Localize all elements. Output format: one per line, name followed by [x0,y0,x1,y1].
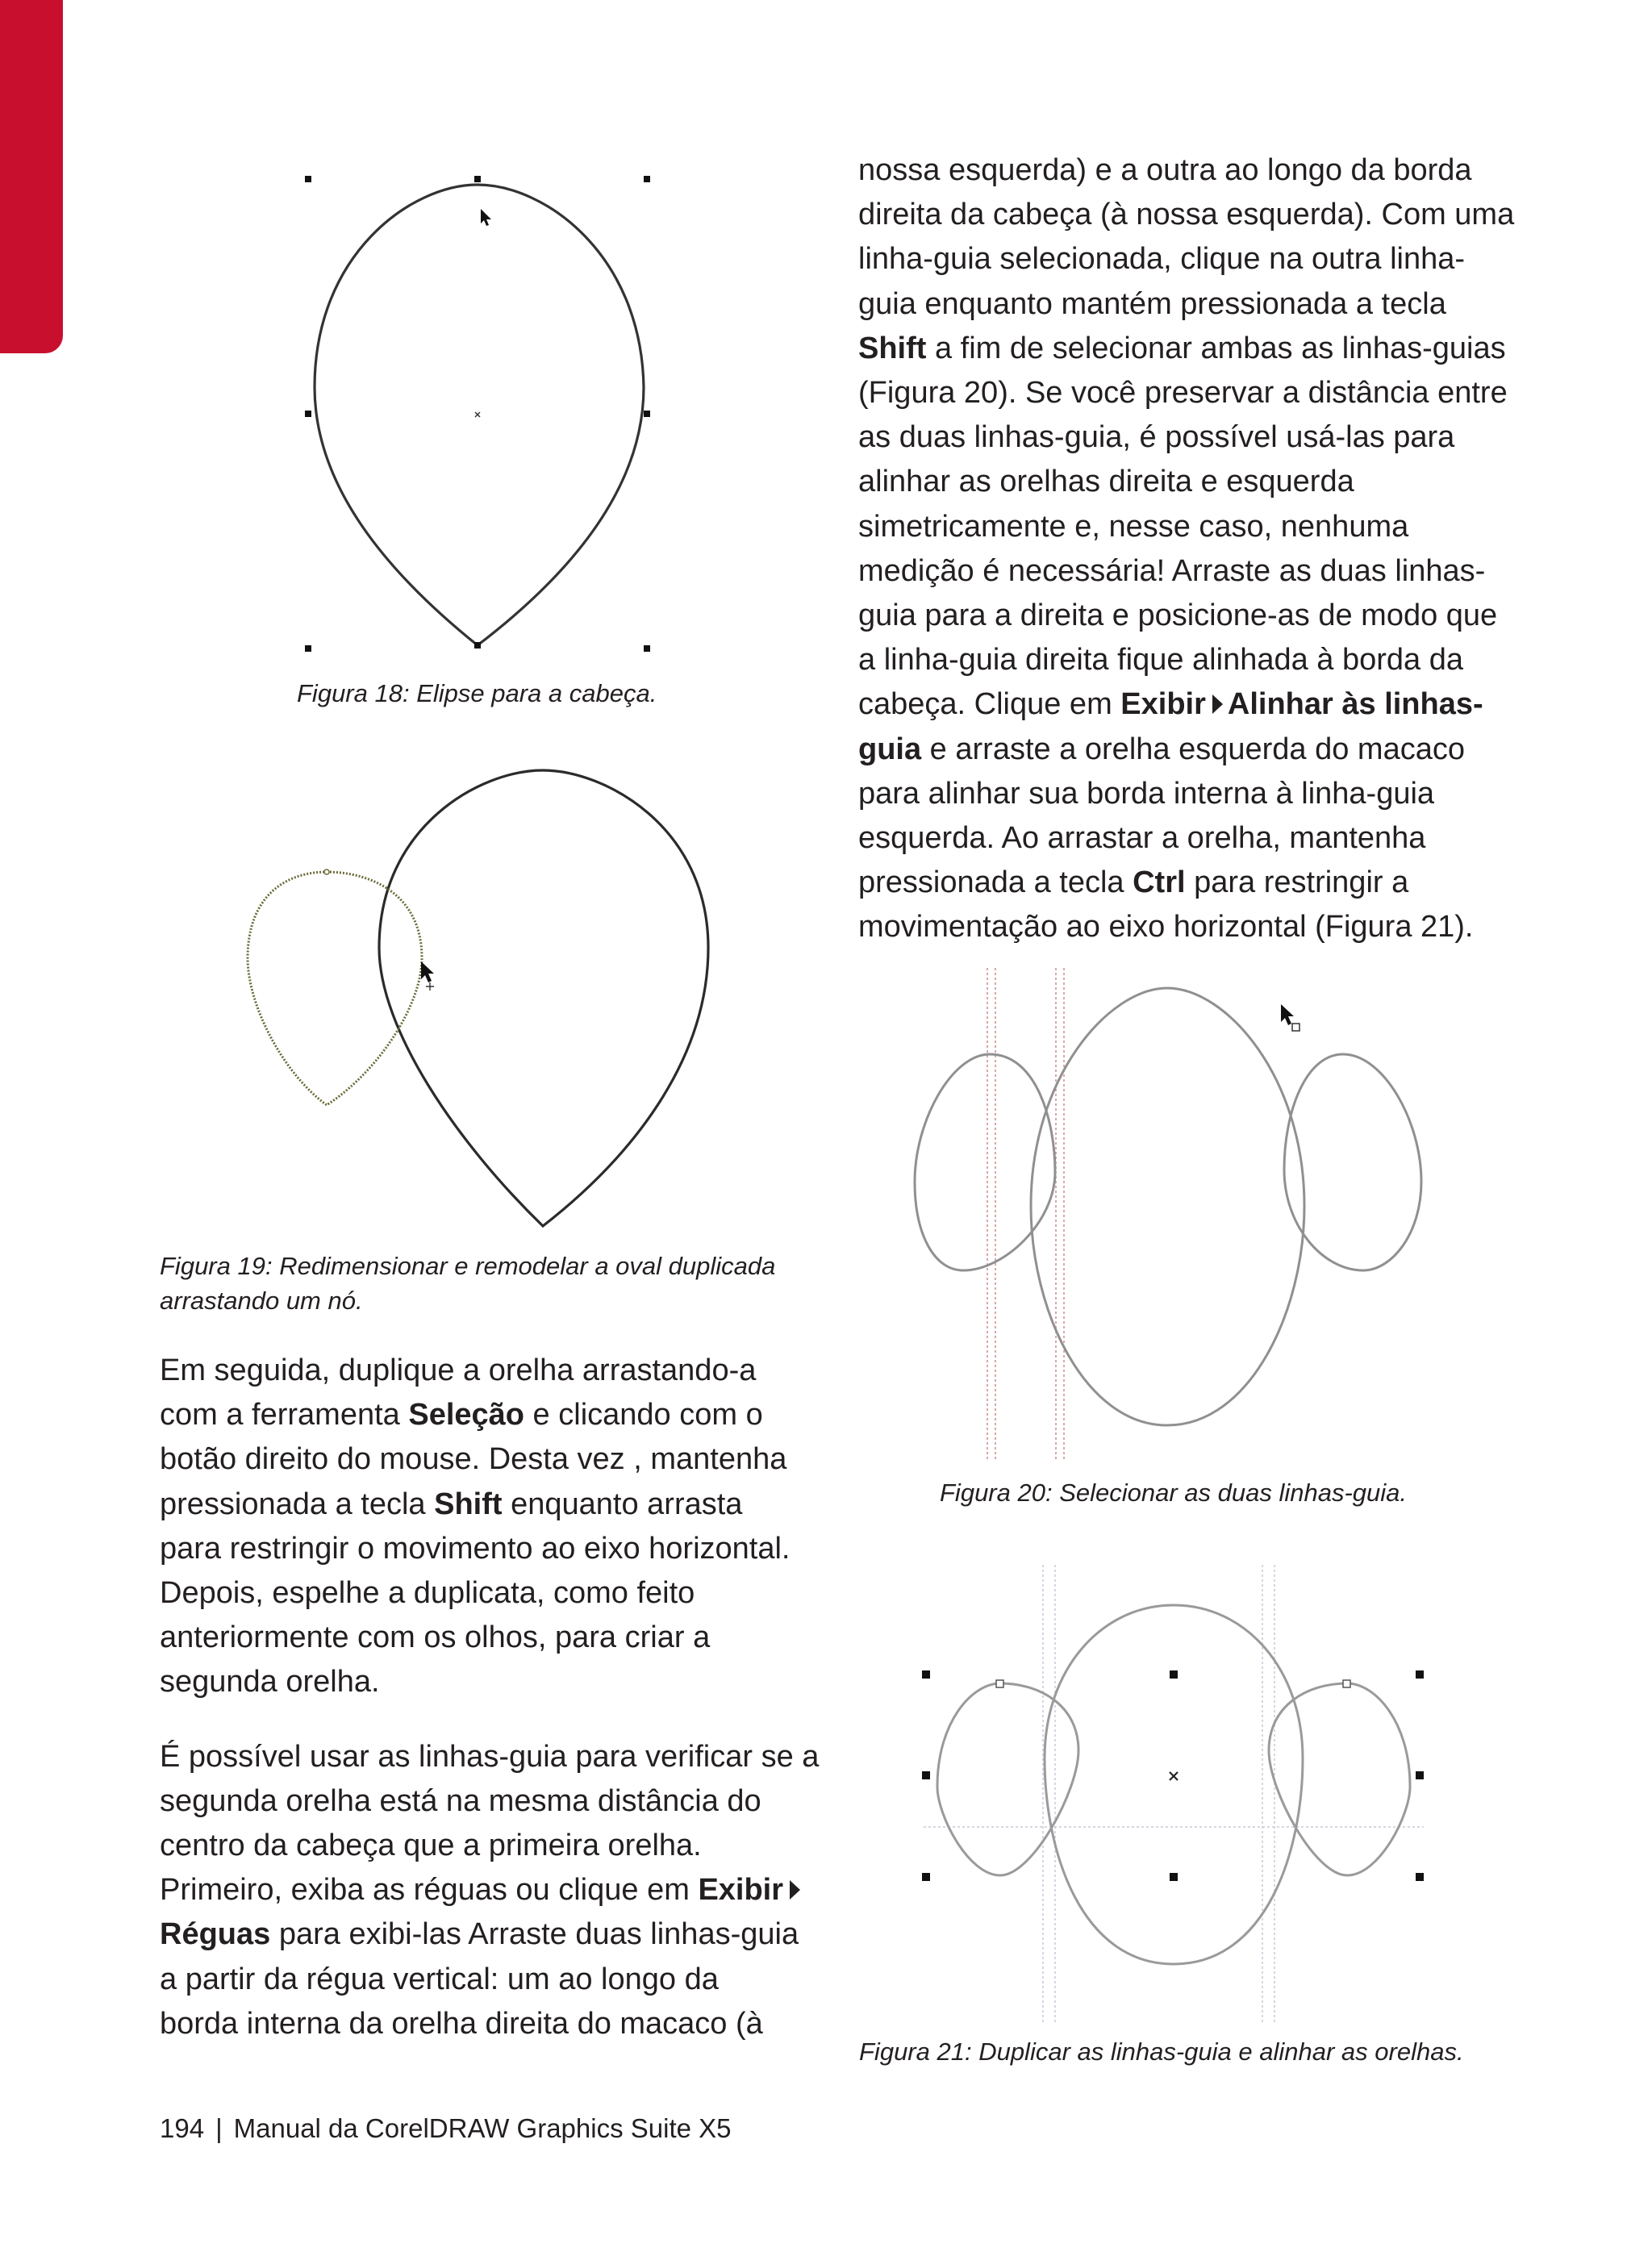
text-line: segunda orelha está na mesma distância do [160,1783,761,1818]
menu-reference: Alinhar às linhas- [1227,687,1483,722]
key-reference: Shift [434,1487,503,1521]
selection-handle [1416,1670,1424,1679]
text-line: a linha-guia direita fique alinhada à borda da [858,643,1463,678]
text-line: borda interna da orelha direita do macaco (à [160,2006,763,2041]
figure-19-caption [160,1249,775,1318]
text-line: pressionada a tecla Shift enquanto arrasta [160,1487,743,1521]
text-line: para restringir o movimento ao eixo horizontal. [160,1531,791,1566]
left-column-text [160,1349,820,2046]
center-marker [1170,1772,1178,1780]
selection-handle [922,1873,930,1881]
footer-separator: | [215,2113,223,2143]
text-line: segunda orelha. [160,1665,380,1700]
menu-arrow-icon [1212,694,1223,714]
figure-20-caption: Figura 20: Selecionar as duas linhas-guia. [940,1479,1408,1507]
selection-handle [474,176,481,182]
text-line: medição é necessária! Arraste as duas linhas- [858,553,1486,588]
text-line: direita da cabeça (à nossa esquerda). Com uma [858,198,1515,232]
right-ear-shape [1284,1054,1421,1270]
text-line: centro da cabeça que a primeira orelha. [160,1829,702,1863]
text-line: simetricamente e, nesse caso, nenhuma [858,509,1409,544]
figure-19-resize-oval [234,762,726,1234]
figure-21-aligned-ears [907,1561,1440,2029]
selection-handle [644,411,650,417]
selection-handle [922,1771,930,1779]
text-line: Réguas para exibi-las Arraste duas linhas-guia [160,1917,799,1952]
figure-19-caption-line-1: Figura 19: Redimensionar e remodelar a oval duplicada [160,1252,776,1280]
figure-21-caption: Figura 21: Duplicar as linhas-guia e alinhar as orelhas. [859,2037,1464,2066]
figure-18-head-ellipse [290,165,661,665]
text-line: alinhar as orelhas direita e esquerda [858,465,1354,499]
selection-handle [1170,1670,1178,1679]
selection-handle [1170,1873,1178,1881]
node-handle [1343,1680,1350,1687]
selection-handle [305,645,311,652]
menu-arrow-icon [790,1880,800,1900]
text-line: (Figura 20). Se você preservar a distância entre [858,376,1508,411]
selection-handle [922,1670,930,1679]
key-reference: Shift [858,331,927,365]
menu-reference: guia [858,732,922,766]
duplicated-oval [248,872,422,1105]
menu-reference: Exibir [698,1873,784,1908]
selection-handle [305,176,311,182]
head-ellipse-shape [315,185,644,645]
node-handle [996,1680,1003,1687]
pointer-cursor-icon [1281,1004,1294,1025]
left-ear-shape [937,1683,1078,1875]
text-line: com a ferramenta Seleção e clicando com o [160,1398,763,1433]
figure-19-caption-line-2: arrastando um nó. [160,1287,363,1315]
text-line: guia enquanto mantém pressionada a tecla [858,286,1446,321]
head-shape [1045,1605,1303,1964]
head-shape [379,770,708,1226]
figure-20-guidelines [903,964,1428,1464]
selection-handle [644,176,650,182]
menu-reference: Seleção [408,1398,524,1433]
right-column-text [858,148,1515,950]
head-shape [1031,988,1304,1425]
text-line: a partir da régua vertical: um ao longo da [160,1962,719,1996]
text-line: nossa esquerda) e a outra ao longo da borda [858,153,1472,187]
text-line: movimentação ao eixo horizontal (Figura 21). [858,910,1474,945]
paragraph [858,148,1515,950]
page-number: 194 [160,2113,205,2143]
menu-reference: Réguas [160,1917,271,1952]
right-ear-shape [1269,1683,1410,1875]
selection-handle [1416,1771,1424,1779]
text-line: pressionada a tecla Ctrl para restringir a [858,865,1409,900]
text-line: Em seguida, duplique a orelha arrastando-a [160,1353,757,1387]
text-line: linha-guia selecionada, clique na outra linha- [858,242,1466,277]
crosshair-icon [426,982,434,991]
selection-handle [305,411,311,417]
pointer-cursor-icon [481,209,491,226]
text-line: botão direito do mouse. Desta vez , mantenha [160,1442,787,1477]
pointer-cursor-icon [421,961,434,982]
text-line: guia e arraste a orelha esquerda do macaco [858,732,1465,766]
text-line: Depois, espelhe a duplicata, como feito [160,1576,695,1611]
chapter-color-tab [0,0,63,353]
text-line: anteriormente com os olhos, para criar a [160,1620,711,1655]
center-marker [475,412,480,417]
paragraph [160,1349,789,1705]
key-reference: Ctrl [1133,865,1186,900]
text-line: cabeça. Clique em Exibir Alinhar às linhas- [858,687,1483,722]
paragraph [160,1735,820,2046]
selection-handle [1416,1873,1424,1881]
selection-handle [644,645,650,652]
text-line: as duas linhas-guia, é possível usá-las para [858,420,1455,455]
text-line: esquerda. Ao arrastar a orelha, mantenha [858,821,1426,856]
figure-18-caption: Figura 18: Elipse para a cabeça. [297,679,657,707]
text-line: Primeiro, exiba as réguas ou clique em Exibir [160,1868,789,1912]
book-title: Manual da CorelDRAW Graphics Suite X5 [233,2113,732,2143]
node-handle [324,870,329,874]
text-line: É possível usar as linhas-guia para verificar se a [160,1739,820,1774]
text-line: guia para a direita e posicione-as de modo que [858,598,1498,633]
guideline-cursor-icon [1292,1024,1299,1031]
text-line: para alinhar sua borda interna à linha-guia [858,776,1435,811]
text-line: Shift a fim de selecionar ambas as linhas-guias [858,331,1506,365]
page-footer [160,2113,732,2144]
selection-handle [474,642,481,649]
menu-reference: Exibir [1120,687,1206,722]
